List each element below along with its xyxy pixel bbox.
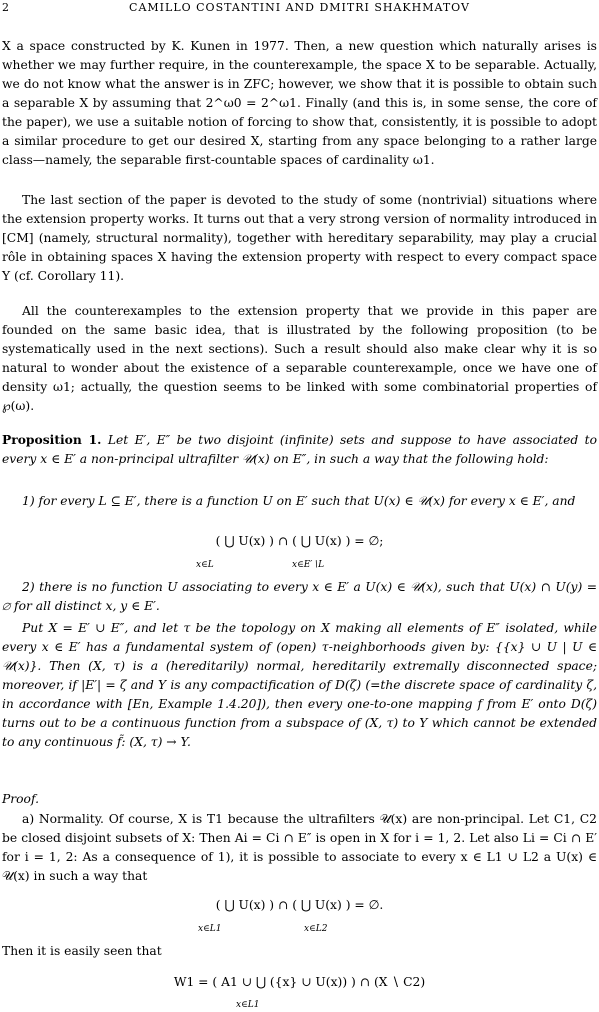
formula-3-main: W1 = ( A1 ∪ ⋃ ({x} ∪ U(x)) ) ∩ (X ∖ C2) (173, 975, 426, 989)
display-formula-1 (0, 532, 599, 551)
proof-then-line: Then it is easily seen that (2, 944, 162, 958)
formula-1-subscript-a: x∈L (196, 560, 214, 570)
formula-1-subscript-b: x∈E′∖L (292, 560, 325, 570)
formula-3-subscript: x∈L1 (236, 1000, 260, 1010)
display-formula-3 (0, 973, 599, 992)
proposition-item-1: 1) for every L ⊆ E′, there is a function U on E′ such that U(x) ∈ 𝒰(x) for every x ∈ E′, and (22, 494, 576, 508)
page-number: 2 (2, 1, 9, 14)
proposition-label: Proposition 1. (2, 432, 102, 447)
formula-1-main: ( ⋃ U(x) ) ∩ ( ⋃ U(x) ) = ∅; (215, 534, 384, 548)
running-title: CAMILLO COSTANTINI AND DMITRI SHAKHMATOV (129, 1, 470, 14)
intro-paragraph-1: X a space constructed by K. Kunen in 1977. Then, a new question which naturally arises is whether we may further require, in the counterexample, the space X to be separable. Actually, we do not know what the answer is in ZFC; however, we show that it is possible to obtain such a separable X by assuming that 2^ω0 = 2^ω1. Finally (and this is, in some sense, the core of the paper), we use a suitable notion of forcing to show that, consistently, it is possible to adopt a similar procedure to get our desired X, starting from any space belonging to a rather large class—namely, the separable first-countable spaces of cardinality ω1. (2, 39, 597, 167)
proof-normality-paragraph: a) Normality. Of course, X is T1 because the ultrafilters 𝒰(x) are non-principal. Let C1, C2 be closed disjoint subsets of X: Then Ai = Ci ∩ E″ is open in X for i = 1, 2. Let also Li = Ci ∩ E′ for i = 1, 2: As a consequence of 1), it is possible to associate to every x ∈ L1 ∪ L2 a U(x) ∈ 𝒰(x) in such a way that (2, 812, 597, 883)
proposition-construction: Put X = E′ ∪ E″, and let τ be the topology on X making all elements of E″ isolated, while every x ∈ E′ has a fundamental system of (open) τ-neighborhoods given by: {{x} ∪ U | U ∈ 𝒰(x)}. Then (X, τ) is a (hereditarily) normal, hereditarily extremally disconnected space; moreover, if |E′| = ζ and Y is any compactification of D(ζ) (=the discrete space of cardinality ζ, in accordance with [En, Example 1.4.20]), then every one-to-one mapping f from E′ onto D(ζ) turns out to be a continuous function from a subspace of (X, τ) to Y which cannot be extended to any continuous f̃: (X, τ) → Y. (2, 621, 597, 749)
display-formula-2 (0, 896, 599, 915)
formula-2-subscript-b: x∈L2 (304, 924, 328, 934)
intro-paragraph-2: The last section of the paper is devoted to the study of some (nontrivial) situations where the extension property works. It turns out that a very strong version of normality introduced in [CM] (namely, structural normality), together with hereditary separability, may play a crucial rôle in obtaining spaces X having the extension property with respect to every compact space Y (cf. Corollary 11). (2, 193, 597, 283)
intro-paragraph-3: All the counterexamples to the extension property that we provide in this paper are founded on the same basic idea, that is illustrated by the following proposition (to be systematically used in the next sections). Such a result should also make clear why it is so natural to wonder about the existence of a separable counterexample, once we have one of density ω1; actually, the question seems to be linked with some combinatorial properties of ℘(ω). (2, 304, 597, 413)
proposition-text: Let E′, E″ be two disjoint (infinite) sets and suppose to have associated to every x ∈ E′ a non-principal ultrafilter 𝒰(x) on E″, in such a way that the following hold: (2, 433, 597, 466)
proposition-item-2: 2) there is no function U associating to every x ∈ E′ a U(x) ∈ 𝒰(x), such that U(x) ∩ U(y) = ∅ for all distinct x, y ∈ E′. (2, 580, 597, 613)
formula-2-main: ( ⋃ U(x) ) ∩ ( ⋃ U(x) ) = ∅. (215, 898, 384, 912)
running-header (0, 0, 599, 16)
proposition-statement (2, 430, 597, 469)
formula-2-subscript-a: x∈L1 (198, 924, 222, 934)
proof-label: Proof. (2, 792, 39, 806)
